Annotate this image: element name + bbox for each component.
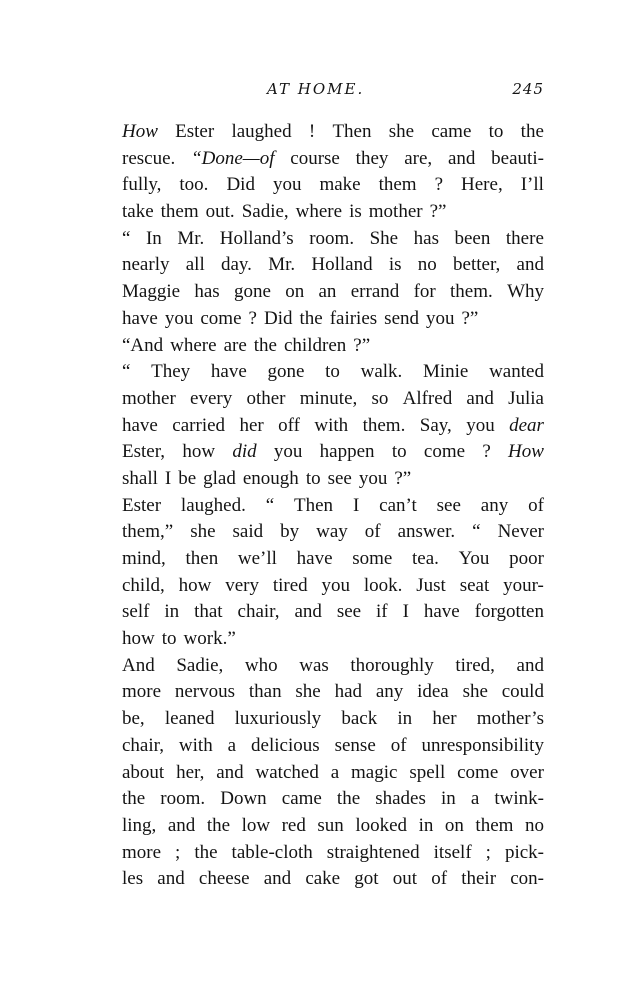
word: Why: [507, 281, 544, 303]
word: ?”: [353, 334, 371, 356]
text-line: [122, 760, 544, 787]
word: you: [273, 441, 303, 463]
word: And: [122, 654, 155, 676]
word: of: [364, 521, 381, 543]
word: the: [194, 841, 218, 863]
word: Ester: [122, 494, 162, 516]
word: In: [145, 227, 162, 249]
word: twink-: [494, 788, 544, 810]
word: an: [318, 281, 337, 303]
word: off: [278, 414, 300, 436]
word: the: [206, 814, 231, 836]
word: to: [391, 441, 407, 463]
word: had: [334, 681, 362, 703]
text-line: [122, 306, 544, 333]
word: you: [164, 307, 194, 329]
word: Ester,: [122, 441, 166, 463]
word: over: [510, 761, 544, 783]
word: !: [308, 121, 316, 142]
word: “: [122, 361, 131, 383]
word: where: [170, 334, 217, 356]
word: chair,: [122, 734, 164, 756]
word: came: [431, 121, 472, 142]
word: magic: [351, 761, 398, 783]
word: about: [122, 761, 165, 783]
word: spell: [409, 761, 446, 783]
word: where: [295, 201, 343, 223]
word: and: [216, 761, 244, 783]
word: I: [402, 601, 409, 623]
word: with: [314, 414, 349, 436]
word: she: [190, 521, 216, 543]
word: the: [299, 307, 323, 329]
word: have: [423, 601, 460, 623]
word: “And: [122, 334, 164, 356]
word: you: [466, 414, 495, 436]
word: the: [336, 788, 361, 810]
word: I’ll: [520, 174, 544, 196]
word: nervous: [174, 681, 236, 703]
word: you: [358, 467, 388, 489]
text-line: [122, 439, 544, 466]
word: mother: [122, 387, 176, 409]
word: any: [375, 681, 404, 703]
word: laughed: [231, 121, 292, 142]
word: “: [122, 227, 131, 249]
word: con-: [510, 868, 544, 890]
word: straightened: [326, 841, 420, 863]
word: no: [524, 814, 544, 836]
word: room.: [309, 227, 355, 249]
word: tea.: [412, 548, 439, 569]
word: you: [321, 574, 351, 596]
word: and: [466, 387, 494, 409]
text-line: [122, 333, 544, 360]
word: sun: [317, 814, 344, 836]
word: got: [354, 868, 379, 890]
word: gone: [267, 361, 305, 383]
word: have: [296, 548, 333, 569]
word: there: [505, 227, 544, 249]
word: I: [164, 467, 172, 489]
word: ?”: [394, 467, 412, 489]
word: walk.: [360, 361, 403, 383]
text-line: [122, 466, 544, 493]
word: make: [319, 174, 361, 196]
text-line: [122, 653, 544, 680]
word: a: [330, 761, 340, 783]
word: take: [122, 201, 154, 223]
word: she: [295, 681, 321, 703]
word: the: [253, 334, 277, 356]
word: them: [378, 174, 417, 196]
word: chair,: [237, 601, 280, 623]
word: them,”: [122, 521, 174, 543]
word: her: [239, 414, 264, 436]
word: unresponsibility: [421, 734, 544, 756]
word: her,: [176, 761, 205, 783]
word: work.”: [183, 628, 236, 650]
word: them: [475, 814, 514, 836]
word: course: [290, 147, 340, 169]
word: to: [305, 467, 321, 489]
word: of: [431, 868, 448, 890]
word: then: [185, 548, 219, 569]
text-line: [122, 359, 544, 386]
word: forgotten: [474, 601, 544, 623]
word: mother’s: [476, 708, 544, 730]
word: Never: [497, 521, 544, 543]
word: that: [194, 601, 223, 623]
word: to: [488, 121, 504, 142]
text-line: [122, 840, 544, 867]
word: ?: [482, 441, 491, 463]
word: back: [341, 708, 378, 730]
word: on: [444, 814, 464, 836]
word: les: [122, 868, 144, 890]
text-line: [122, 519, 544, 546]
running-head-title: AT HOME.: [267, 80, 365, 98]
word: rescue.: [122, 147, 176, 169]
word: red: [281, 814, 306, 836]
word: are,: [404, 147, 433, 169]
text-line: [122, 733, 544, 760]
word: in: [440, 788, 456, 810]
word: enough: [242, 467, 299, 489]
word: Alfred: [402, 387, 453, 409]
word: more: [122, 681, 162, 703]
text-line: [122, 679, 544, 706]
word: pick-: [504, 841, 544, 863]
word: cheese: [198, 868, 250, 890]
text-line: [122, 413, 544, 440]
word: beauti-: [491, 147, 544, 169]
word: be: [178, 467, 197, 489]
word: ?: [248, 307, 257, 329]
word: ;: [485, 841, 491, 863]
word: no: [417, 254, 437, 276]
word: I: [352, 494, 360, 516]
word: with: [178, 734, 213, 756]
word: come: [423, 441, 466, 463]
word: low: [241, 814, 271, 836]
word: her: [432, 708, 457, 730]
text-line: [122, 626, 544, 653]
word: mind,: [122, 548, 166, 569]
word: shall: [122, 467, 158, 489]
word: in: [164, 601, 180, 623]
word: out: [392, 868, 418, 890]
word: we’ll: [237, 548, 277, 569]
word: on: [285, 281, 305, 303]
word: been: [454, 227, 491, 249]
word: itself: [433, 841, 472, 863]
word: by: [280, 521, 300, 543]
word: are: [223, 334, 247, 356]
word: came: [281, 788, 322, 810]
word: Then: [294, 494, 334, 516]
word: their: [461, 868, 497, 890]
word: she: [388, 121, 415, 142]
text-line: [122, 493, 544, 520]
word: they: [355, 147, 389, 169]
word: you: [426, 307, 455, 329]
word: all: [185, 254, 205, 276]
word: luxuriously: [234, 708, 322, 730]
word: did: [232, 441, 257, 463]
word: have: [210, 361, 247, 383]
word: sense: [334, 734, 376, 756]
word: tired,: [455, 654, 495, 676]
word: “: [265, 494, 275, 516]
word: of: [528, 494, 544, 516]
word: how: [182, 441, 216, 463]
word: said: [232, 521, 264, 543]
word: is: [388, 254, 402, 276]
word: Minie: [422, 361, 469, 383]
word: ling,: [122, 814, 157, 836]
word: Did: [263, 307, 293, 329]
text-line: [122, 279, 544, 306]
word: Julia: [508, 387, 544, 409]
word: shades: [375, 788, 426, 810]
word: glad: [203, 467, 236, 489]
word: She: [369, 227, 399, 249]
word: has: [413, 227, 439, 249]
word: can’t: [379, 494, 417, 516]
word: Mr.: [177, 227, 205, 249]
word: self: [122, 601, 150, 623]
word: Maggie: [122, 281, 181, 303]
word: than: [248, 681, 282, 703]
word: look.: [363, 574, 403, 596]
text-line: [122, 119, 544, 146]
text-line: [122, 546, 544, 573]
word: poor: [509, 548, 544, 569]
word: and: [263, 868, 292, 890]
word: see: [436, 494, 461, 516]
word: cake: [305, 868, 341, 890]
word: How: [508, 441, 544, 463]
text-line: [122, 599, 544, 626]
word: idea: [417, 681, 449, 703]
word: How: [122, 121, 158, 142]
word: very: [225, 574, 259, 596]
word: ?”: [461, 307, 479, 329]
word: Holland: [311, 254, 373, 276]
word: “: [472, 521, 481, 543]
word: for: [413, 281, 436, 303]
word: way: [316, 521, 348, 543]
word: Down: [220, 788, 267, 810]
word: and: [447, 147, 476, 169]
word: to: [161, 628, 177, 650]
text-line: [122, 866, 544, 893]
word: “Done—of: [191, 147, 275, 169]
word: to: [325, 361, 340, 383]
word: a: [470, 788, 480, 810]
word: child,: [122, 574, 165, 596]
word: see: [327, 467, 352, 489]
word: them.: [362, 414, 406, 436]
word: in: [418, 814, 434, 836]
word: is: [349, 201, 362, 223]
word: how: [122, 628, 155, 650]
word: fully,: [122, 174, 162, 196]
word: how: [178, 574, 212, 596]
word: too.: [179, 174, 209, 196]
word: looked: [355, 814, 408, 836]
word: Sadie,: [176, 654, 224, 676]
word: be,: [122, 708, 145, 730]
word: out.: [205, 201, 235, 223]
word: and: [167, 814, 196, 836]
word: children: [284, 334, 347, 356]
word: the: [520, 121, 544, 142]
word: Ester: [175, 121, 215, 142]
word: send: [384, 307, 419, 329]
word: was: [299, 654, 329, 676]
word: see: [336, 601, 362, 623]
text-line: [122, 199, 544, 226]
word: Then: [332, 121, 372, 142]
word: and: [157, 868, 185, 890]
word: ?: [434, 174, 444, 196]
word: room.: [160, 788, 206, 810]
word: They: [151, 361, 191, 383]
body-text: [122, 119, 544, 893]
text-line: [122, 386, 544, 413]
word: every: [190, 387, 233, 409]
word: thoroughly: [350, 654, 434, 676]
text-line: [122, 172, 544, 199]
word: your-: [503, 574, 544, 596]
text-line: [122, 146, 544, 173]
word: and: [516, 654, 544, 676]
word: mother: [368, 201, 423, 223]
word: them.: [450, 281, 493, 303]
word: so: [371, 387, 389, 409]
word: gone: [233, 281, 271, 303]
word: any: [480, 494, 509, 516]
text-line: [122, 786, 544, 813]
text-line: [122, 226, 544, 253]
word: some: [352, 548, 393, 569]
word: Mr.: [268, 254, 296, 276]
word: leaned: [164, 708, 215, 730]
word: errand: [350, 281, 400, 303]
word: and: [516, 254, 544, 276]
text-line: [122, 706, 544, 733]
word: happen: [319, 441, 375, 463]
text-line: [122, 573, 544, 600]
word: of: [390, 734, 407, 756]
word: Did: [226, 174, 255, 196]
word: Just: [416, 574, 446, 596]
word: in: [397, 708, 413, 730]
word: other: [246, 387, 286, 409]
word: answer.: [397, 521, 456, 543]
word: and: [294, 601, 322, 623]
word: Here,: [461, 174, 503, 196]
page-number: 245: [512, 80, 544, 98]
word: seat: [459, 574, 490, 596]
word: wanted: [489, 361, 544, 383]
word: ;: [175, 841, 181, 863]
word: come: [457, 761, 499, 783]
word: who: [244, 654, 278, 676]
word: Say,: [419, 414, 452, 436]
word: ?”: [429, 201, 447, 223]
word: you: [272, 174, 302, 196]
word: minute,: [299, 387, 358, 409]
word: Holland’s: [219, 227, 294, 249]
word: the: [122, 788, 146, 810]
word: could: [501, 681, 544, 703]
word: You: [458, 548, 490, 569]
word: have: [122, 414, 158, 436]
word: them: [160, 201, 199, 223]
word: more: [122, 841, 162, 863]
word: if: [376, 601, 388, 623]
word: day.: [220, 254, 252, 276]
word: table-cloth: [231, 841, 313, 863]
word: watched: [255, 761, 319, 783]
word: come: [200, 307, 242, 329]
word: carried: [172, 414, 226, 436]
word: laughed.: [180, 494, 246, 516]
text-line: [122, 813, 544, 840]
word: have: [122, 307, 158, 329]
word: fairies: [329, 307, 378, 329]
word: nearly: [122, 254, 170, 276]
text-line: [122, 252, 544, 279]
word: a: [227, 734, 237, 756]
word: has: [194, 281, 220, 303]
word: delicious: [251, 734, 320, 756]
word: Sadie,: [241, 201, 289, 223]
word: dear: [509, 414, 544, 436]
word: tired: [272, 574, 308, 596]
word: better,: [453, 254, 501, 276]
running-head: [122, 80, 544, 104]
word: she: [462, 681, 488, 703]
